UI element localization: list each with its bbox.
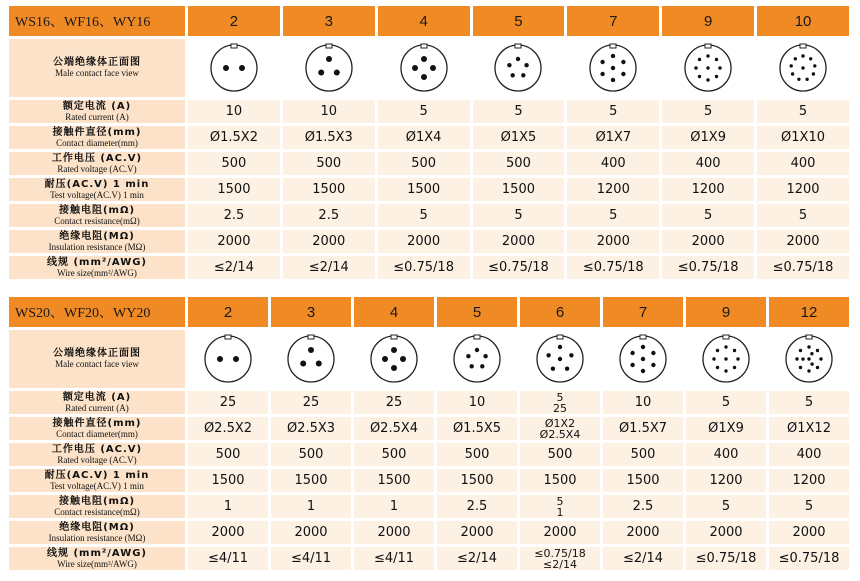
pin-dot — [694, 66, 697, 69]
insulation-value: 2000 — [567, 230, 659, 253]
connector-face-icon — [617, 332, 669, 386]
test-voltage-value: 1500 — [354, 469, 434, 492]
diameter-value: Ø1X12 — [769, 417, 849, 440]
insulation-value: 2000 — [354, 521, 434, 544]
face-view — [354, 330, 434, 388]
wire-value: ≤0.75/18 — [769, 547, 849, 570]
test-voltage-value: 1200 — [567, 178, 659, 201]
pin-count-header: 10 — [757, 6, 849, 36]
pin-dot — [630, 363, 634, 367]
resistance-value: 2.5 — [603, 495, 683, 518]
face-view — [378, 39, 470, 97]
pin-count-header: 7 — [603, 297, 683, 327]
insulation-value: 2000 — [520, 521, 600, 544]
voltage-value: 400 — [757, 152, 849, 175]
pin-dot — [421, 74, 427, 80]
pin-dot — [651, 351, 655, 355]
wire-value: ≤0.75/18 — [662, 256, 754, 279]
row-label-current: 额定电流 (A) Rated current (A) — [9, 391, 185, 414]
current-value: 5 — [686, 391, 766, 414]
resistance-value: 5 — [757, 204, 849, 227]
pin-dot — [724, 369, 727, 372]
current-value: 25 — [354, 391, 434, 414]
pin-dot — [809, 57, 812, 60]
pin-dot — [558, 357, 562, 361]
face-view — [662, 39, 754, 97]
pin-dot — [611, 78, 615, 82]
pin-dot — [400, 356, 406, 362]
pin-dot — [724, 345, 727, 348]
pin-dot — [651, 363, 655, 367]
pin-dot — [391, 347, 397, 353]
test-voltage-value: 1500 — [378, 178, 470, 201]
voltage-value: 400 — [662, 152, 754, 175]
pin-dot — [551, 367, 555, 371]
face-view — [473, 39, 565, 97]
pin-dot — [516, 57, 520, 61]
row-label-insulation: 绝缘电阻(MΩ) Insulation resistance (MΩ) — [9, 230, 185, 253]
wire-value: ≤0.75/18 ≤2/14 — [520, 547, 600, 570]
resistance-value: 5 — [567, 204, 659, 227]
pin-dot — [715, 75, 718, 78]
face-view — [283, 39, 375, 97]
pin-dot — [470, 364, 474, 368]
diameter-value: Ø1X4 — [378, 126, 470, 149]
diameter-value: Ø1.5X7 — [603, 417, 683, 440]
resistance-value: 5 1 — [520, 495, 600, 518]
resistance-value: 2.5 — [437, 495, 517, 518]
resistance-value: 1 — [188, 495, 268, 518]
wire-value: ≤0.75/18 — [686, 547, 766, 570]
pin-dot — [791, 72, 794, 75]
pin-dot — [621, 72, 625, 76]
insulation-value: 2000 — [378, 230, 470, 253]
face-view — [520, 330, 600, 388]
voltage-value: 400 — [769, 443, 849, 466]
connector-face-icon — [285, 332, 337, 386]
pin-dot — [421, 56, 427, 62]
row-label-resistance: 接触电阻(mΩ) Contact resistance(mΩ) — [9, 495, 185, 518]
pin-dot — [706, 66, 709, 69]
pin-dot — [794, 57, 797, 60]
face-view — [686, 330, 766, 388]
current-value: 5 — [567, 100, 659, 123]
current-value: 25 — [188, 391, 268, 414]
diameter-value: Ø1.5X3 — [283, 126, 375, 149]
pin-count-header: 12 — [769, 297, 849, 327]
test-voltage-value: 1500 — [520, 469, 600, 492]
wire-value: ≤4/11 — [271, 547, 351, 570]
voltage-value: 500 — [283, 152, 375, 175]
pin-dot — [813, 64, 816, 67]
pin-dot — [797, 78, 800, 81]
insulation-value: 2000 — [686, 521, 766, 544]
pin-dot — [430, 65, 436, 71]
pin-dot — [630, 351, 634, 355]
row-label-face: 公端绝缘体正面图 Male contact face view — [9, 39, 185, 97]
current-value: 10 — [603, 391, 683, 414]
resistance-value: 1 — [271, 495, 351, 518]
pin-dot — [308, 347, 314, 353]
voltage-value: 500 — [520, 443, 600, 466]
pin-dot — [801, 357, 804, 360]
wire-value: ≤0.75/18 — [567, 256, 659, 279]
voltage-value: 400 — [686, 443, 766, 466]
test-voltage-value: 1500 — [437, 469, 517, 492]
connector-face-icon — [202, 332, 254, 386]
diameter-value: Ø1X9 — [686, 417, 766, 440]
connector-face-icon — [451, 332, 503, 386]
pin-dot — [611, 54, 615, 58]
pin-dot — [334, 70, 340, 76]
pin-dot — [217, 356, 223, 362]
spec-table-20 — [6, 294, 852, 573]
connector-face-icon — [700, 332, 752, 386]
pin-count-header: 5 — [473, 6, 565, 36]
pin-dot — [546, 353, 550, 357]
diameter-value: Ø1.5X5 — [437, 417, 517, 440]
connector-face-icon — [777, 41, 829, 95]
row-label-voltage: 工作电压 (AC.V) Rated voltage (AC.V) — [9, 152, 185, 175]
connector-face-icon — [783, 332, 835, 386]
pin-dot — [641, 369, 645, 373]
row-label-insulation: 绝缘电阻(MΩ) Insulation resistance (MΩ) — [9, 521, 185, 544]
diameter-value: Ø1X5 — [473, 126, 565, 149]
pin-dot — [412, 65, 418, 71]
connector-face-icon — [682, 41, 734, 95]
insulation-value: 2000 — [188, 521, 268, 544]
insulation-value: 2000 — [271, 521, 351, 544]
test-voltage-value: 1200 — [769, 469, 849, 492]
connector-face-icon — [208, 41, 260, 95]
pin-dot — [511, 73, 515, 77]
voltage-value: 500 — [603, 443, 683, 466]
pin-dot — [223, 65, 229, 71]
pin-count-header: 2 — [188, 6, 280, 36]
pin-dot — [318, 70, 324, 76]
voltage-value: 500 — [188, 152, 280, 175]
resistance-value: 1 — [354, 495, 434, 518]
pin-dot — [810, 352, 813, 355]
voltage-value: 500 — [271, 443, 351, 466]
pin-dot — [480, 364, 484, 368]
face-view — [567, 39, 659, 97]
test-voltage-value: 1500 — [188, 178, 280, 201]
insulation-value: 2000 — [603, 521, 683, 544]
pin-dot — [239, 65, 245, 71]
pin-dot — [706, 78, 709, 81]
voltage-value: 500 — [378, 152, 470, 175]
pin-dot — [812, 72, 815, 75]
wire-value: ≤0.75/18 — [473, 256, 565, 279]
test-voltage-value: 1500 — [603, 469, 683, 492]
pin-count-header: 6 — [520, 297, 600, 327]
current-value: 5 — [473, 100, 565, 123]
spec-table-16 — [6, 3, 852, 282]
voltage-value: 500 — [188, 443, 268, 466]
insulation-value: 2000 — [437, 521, 517, 544]
wire-value: ≤2/14 — [283, 256, 375, 279]
row-label-diameter: 接触件直径(mm) Contact diameter(mm) — [9, 417, 185, 440]
row-label-test-voltage: 耐压(AC.V) 1 min Test voltage(AC.V) 1 min — [9, 178, 185, 201]
pin-dot — [698, 58, 701, 61]
current-value: 5 — [378, 100, 470, 123]
pin-dot — [565, 367, 569, 371]
current-value: 5 25 — [520, 391, 600, 414]
pin-count-header: 5 — [437, 297, 517, 327]
wire-value: ≤0.75/18 — [757, 256, 849, 279]
pin-count-header: 3 — [283, 6, 375, 36]
pin-dot — [391, 365, 397, 371]
resistance-value: 5 — [769, 495, 849, 518]
face-view — [603, 330, 683, 388]
pin-dot — [316, 361, 322, 367]
pin-dot — [641, 357, 645, 361]
pin-dot — [611, 66, 615, 70]
pin-dot — [715, 58, 718, 61]
pin-count-header: 9 — [686, 297, 766, 327]
pin-dot — [601, 60, 605, 64]
pin-dot — [641, 345, 645, 349]
wire-value: ≤2/14 — [188, 256, 280, 279]
face-view — [188, 330, 268, 388]
resistance-value: 5 — [378, 204, 470, 227]
wire-value: ≤0.75/18 — [378, 256, 470, 279]
voltage-value: 400 — [567, 152, 659, 175]
connector-face-icon — [492, 41, 544, 95]
insulation-value: 2000 — [662, 230, 754, 253]
pin-count-header: 4 — [378, 6, 470, 36]
series-title: WS20、WF20、WY20 — [9, 297, 185, 327]
current-value: 10 — [437, 391, 517, 414]
pin-dot — [601, 72, 605, 76]
pin-dot — [621, 60, 625, 64]
pin-count-header: 3 — [271, 297, 351, 327]
row-label-current: 额定电流 (A) Rated current (A) — [9, 100, 185, 123]
diameter-value: Ø2.5X3 — [271, 417, 351, 440]
pin-dot — [716, 349, 719, 352]
pin-count-header: 9 — [662, 6, 754, 36]
test-voltage-value: 1200 — [662, 178, 754, 201]
diameter-value: Ø1X9 — [662, 126, 754, 149]
pin-dot — [508, 63, 512, 67]
wire-value: ≤4/11 — [354, 547, 434, 570]
resistance-value: 5 — [686, 495, 766, 518]
pin-dot — [466, 354, 470, 358]
pin-dot — [712, 357, 715, 360]
diameter-value: Ø1X7 — [567, 126, 659, 149]
pin-dot — [724, 357, 727, 360]
test-voltage-value: 1500 — [473, 178, 565, 201]
face-view — [757, 39, 849, 97]
insulation-value: 2000 — [757, 230, 849, 253]
face-view — [437, 330, 517, 388]
test-voltage-value: 1200 — [686, 469, 766, 492]
current-value: 5 — [769, 391, 849, 414]
pin-dot — [816, 349, 819, 352]
pin-dot — [816, 366, 819, 369]
insulation-value: 2000 — [188, 230, 280, 253]
pin-dot — [233, 356, 239, 362]
pin-dot — [807, 369, 810, 372]
pin-dot — [475, 348, 479, 352]
insulation-value: 2000 — [473, 230, 565, 253]
resistance-value: 2.5 — [188, 204, 280, 227]
pin-count-header: 2 — [188, 297, 268, 327]
row-label-diameter: 接触件直径(mm) Contact diameter(mm) — [9, 126, 185, 149]
pin-dot — [522, 73, 526, 77]
pin-dot — [790, 64, 793, 67]
connector-face-icon — [398, 41, 450, 95]
connector-face-icon — [534, 332, 586, 386]
insulation-value: 2000 — [283, 230, 375, 253]
resistance-value: 5 — [473, 204, 565, 227]
connector-face-icon — [587, 41, 639, 95]
pin-dot — [801, 54, 804, 57]
pin-dot — [716, 366, 719, 369]
pin-dot — [300, 361, 306, 367]
pin-dot — [799, 349, 802, 352]
pin-count-header: 7 — [567, 6, 659, 36]
pin-dot — [801, 66, 804, 69]
test-voltage-value: 1500 — [283, 178, 375, 201]
face-view — [188, 39, 280, 97]
pin-dot — [483, 354, 487, 358]
connector-face-icon — [303, 41, 355, 95]
diameter-value: Ø1.5X2 — [188, 126, 280, 149]
current-value: 10 — [188, 100, 280, 123]
voltage-value: 500 — [437, 443, 517, 466]
pin-dot — [733, 349, 736, 352]
row-label-wire: 线规 (mm²/AWG) Wire size(mm²/AWG) — [9, 256, 185, 279]
pin-dot — [718, 66, 721, 69]
current-value: 5 — [757, 100, 849, 123]
row-label-test-voltage: 耐压(AC.V) 1 min Test voltage(AC.V) 1 min — [9, 469, 185, 492]
series-title: WS16、WF16、WY16 — [9, 6, 185, 36]
pin-dot — [706, 54, 709, 57]
insulation-value: 2000 — [769, 521, 849, 544]
pin-dot — [736, 357, 739, 360]
voltage-value: 500 — [354, 443, 434, 466]
wire-value: ≤2/14 — [437, 547, 517, 570]
pin-dot — [733, 366, 736, 369]
current-value: 25 — [271, 391, 351, 414]
pin-dot — [799, 366, 802, 369]
pin-dot — [795, 357, 798, 360]
pin-dot — [807, 345, 810, 348]
face-view — [769, 330, 849, 388]
pin-dot — [805, 78, 808, 81]
pin-dot — [382, 356, 388, 362]
pin-dot — [810, 362, 813, 365]
resistance-value: 2.5 — [283, 204, 375, 227]
pin-dot — [525, 63, 529, 67]
connector-face-icon — [368, 332, 420, 386]
diameter-value: Ø1X10 — [757, 126, 849, 149]
wire-value: ≤4/11 — [188, 547, 268, 570]
current-value: 5 — [662, 100, 754, 123]
pin-dot — [819, 357, 822, 360]
pin-count-header: 4 — [354, 297, 434, 327]
pin-dot — [569, 353, 573, 357]
pin-dot — [558, 345, 562, 349]
diameter-value: Ø2.5X4 — [354, 417, 434, 440]
diameter-value: Ø1X2 Ø2.5X4 — [520, 417, 600, 440]
test-voltage-value: 1500 — [271, 469, 351, 492]
resistance-value: 5 — [662, 204, 754, 227]
test-voltage-value: 1500 — [188, 469, 268, 492]
row-label-wire: 线规 (mm²/AWG) Wire size(mm²/AWG) — [9, 547, 185, 570]
test-voltage-value: 1200 — [757, 178, 849, 201]
row-label-face: 公端绝缘体正面图 Male contact face view — [9, 330, 185, 388]
row-label-voltage: 工作电压 (AC.V) Rated voltage (AC.V) — [9, 443, 185, 466]
pin-dot — [807, 357, 810, 360]
current-value: 10 — [283, 100, 375, 123]
face-view — [271, 330, 351, 388]
diameter-value: Ø2.5X2 — [188, 417, 268, 440]
voltage-value: 500 — [473, 152, 565, 175]
pin-dot — [326, 56, 332, 62]
wire-value: ≤2/14 — [603, 547, 683, 570]
pin-dot — [698, 75, 701, 78]
row-label-resistance: 接触电阻(mΩ) Contact resistance(mΩ) — [9, 204, 185, 227]
